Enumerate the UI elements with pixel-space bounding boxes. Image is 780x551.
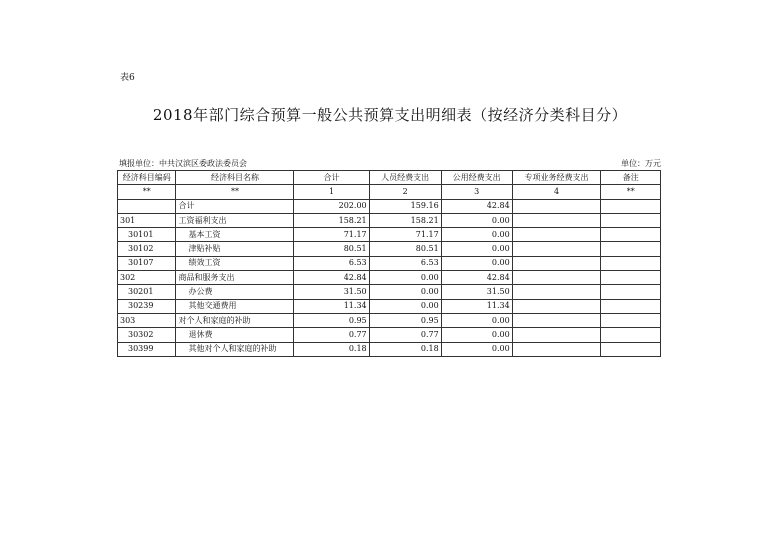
special-cell: [512, 299, 601, 313]
personnel-cell: 158.21: [369, 213, 441, 227]
personnel-cell: 6.53: [369, 256, 441, 270]
total-cell: 42.84: [294, 271, 369, 285]
code-cell: 30102: [118, 242, 176, 256]
name-cell: 商品和服务支出: [176, 271, 294, 285]
note-cell: [601, 299, 661, 313]
name-cell: 对个人和家庭的补助: [176, 313, 294, 327]
note-cell: [601, 213, 661, 227]
personnel-cell: 0.00: [369, 285, 441, 299]
special-cell: [512, 313, 601, 327]
name-cell: 其他交通费用: [176, 299, 294, 313]
note-cell: [601, 285, 661, 299]
public-cell: 0.00: [441, 242, 512, 256]
index-cell: 2: [369, 185, 441, 199]
index-cell: **: [118, 185, 176, 199]
personnel-cell: 0.00: [369, 299, 441, 313]
special-cell: [512, 285, 601, 299]
budget-table: [117, 170, 661, 357]
table-row: [118, 313, 661, 327]
personnel-cell: 0.77: [369, 328, 441, 342]
note-cell: [601, 199, 661, 213]
note-cell: [601, 313, 661, 327]
note-cell: [601, 228, 661, 242]
total-cell: 6.53: [294, 256, 369, 270]
name-cell: 基本工资: [176, 228, 294, 242]
total-cell: 31.50: [294, 285, 369, 299]
public-cell: 0.00: [441, 328, 512, 342]
table-body: [118, 199, 661, 356]
personnel-cell: 159.16: [369, 199, 441, 213]
personnel-cell: 71.17: [369, 228, 441, 242]
name-cell: 退休费: [176, 328, 294, 342]
public-cell: 0.00: [441, 213, 512, 227]
currency-unit: 单位：万元: [621, 159, 661, 168]
note-cell: [601, 256, 661, 270]
public-cell: 0.00: [441, 256, 512, 270]
name-cell: 合计: [176, 199, 294, 213]
page-title: 2018年部门综合预算一般公共预算支出明细表（按经济分类科目分）: [152, 106, 628, 124]
table-row: [118, 213, 661, 227]
document-id: 表6: [120, 73, 135, 83]
table-row: [118, 328, 661, 342]
index-cell: **: [176, 185, 294, 199]
public-cell: 0.00: [441, 313, 512, 327]
code-cell: 302: [118, 271, 176, 285]
special-cell: [512, 213, 601, 227]
total-cell: 0.77: [294, 328, 369, 342]
header-note: 备注: [601, 171, 661, 185]
code-cell: 30302: [118, 328, 176, 342]
total-cell: 11.34: [294, 299, 369, 313]
public-cell: 0.00: [441, 228, 512, 242]
code-cell: 30101: [118, 228, 176, 242]
header-special: 专项业务经费支出: [512, 171, 601, 185]
special-cell: [512, 271, 601, 285]
note-cell: [601, 271, 661, 285]
table-row: [118, 199, 661, 213]
total-cell: 158.21: [294, 213, 369, 227]
header-name: 经济科目名称: [176, 171, 294, 185]
total-cell: 0.18: [294, 342, 369, 356]
reporting-unit: 填报单位：中共汉滨区委政法委员会: [119, 159, 247, 168]
code-cell: 30399: [118, 342, 176, 356]
special-cell: [512, 256, 601, 270]
name-cell: 津贴补贴: [176, 242, 294, 256]
table-row: [118, 271, 661, 285]
header-public: 公用经费支出: [441, 171, 512, 185]
code-cell: 301: [118, 213, 176, 227]
table-row: [118, 242, 661, 256]
note-cell: [601, 342, 661, 356]
public-cell: 42.84: [441, 271, 512, 285]
public-cell: 42.84: [441, 199, 512, 213]
header-personnel: 人员经费支出: [369, 171, 441, 185]
special-cell: [512, 242, 601, 256]
total-cell: 80.51: [294, 242, 369, 256]
public-cell: 0.00: [441, 342, 512, 356]
index-cell: **: [601, 185, 661, 199]
index-cell: 4: [512, 185, 601, 199]
code-cell: [118, 199, 176, 213]
personnel-cell: 0.18: [369, 342, 441, 356]
name-cell: 其他对个人和家庭的补助: [176, 342, 294, 356]
header-row: [118, 171, 661, 185]
public-cell: 31.50: [441, 285, 512, 299]
index-row: [118, 185, 661, 199]
header-total: 合计: [294, 171, 369, 185]
personnel-cell: 80.51: [369, 242, 441, 256]
note-cell: [601, 242, 661, 256]
table-row: [118, 342, 661, 356]
header-code: 经济科目编码: [118, 171, 176, 185]
name-cell: 工资福利支出: [176, 213, 294, 227]
note-cell: [601, 328, 661, 342]
name-cell: 绩效工资: [176, 256, 294, 270]
code-cell: 30107: [118, 256, 176, 270]
total-cell: 0.95: [294, 313, 369, 327]
special-cell: [512, 228, 601, 242]
table-row: [118, 299, 661, 313]
table-row: [118, 256, 661, 270]
code-cell: 303: [118, 313, 176, 327]
total-cell: 202.00: [294, 199, 369, 213]
name-cell: 办公费: [176, 285, 294, 299]
personnel-cell: 0.00: [369, 271, 441, 285]
index-cell: 3: [441, 185, 512, 199]
special-cell: [512, 328, 601, 342]
special-cell: [512, 342, 601, 356]
code-cell: 30201: [118, 285, 176, 299]
total-cell: 71.17: [294, 228, 369, 242]
index-cell: 1: [294, 185, 369, 199]
table-row: [118, 228, 661, 242]
personnel-cell: 0.95: [369, 313, 441, 327]
table-row: [118, 285, 661, 299]
public-cell: 11.34: [441, 299, 512, 313]
special-cell: [512, 199, 601, 213]
code-cell: 30239: [118, 299, 176, 313]
